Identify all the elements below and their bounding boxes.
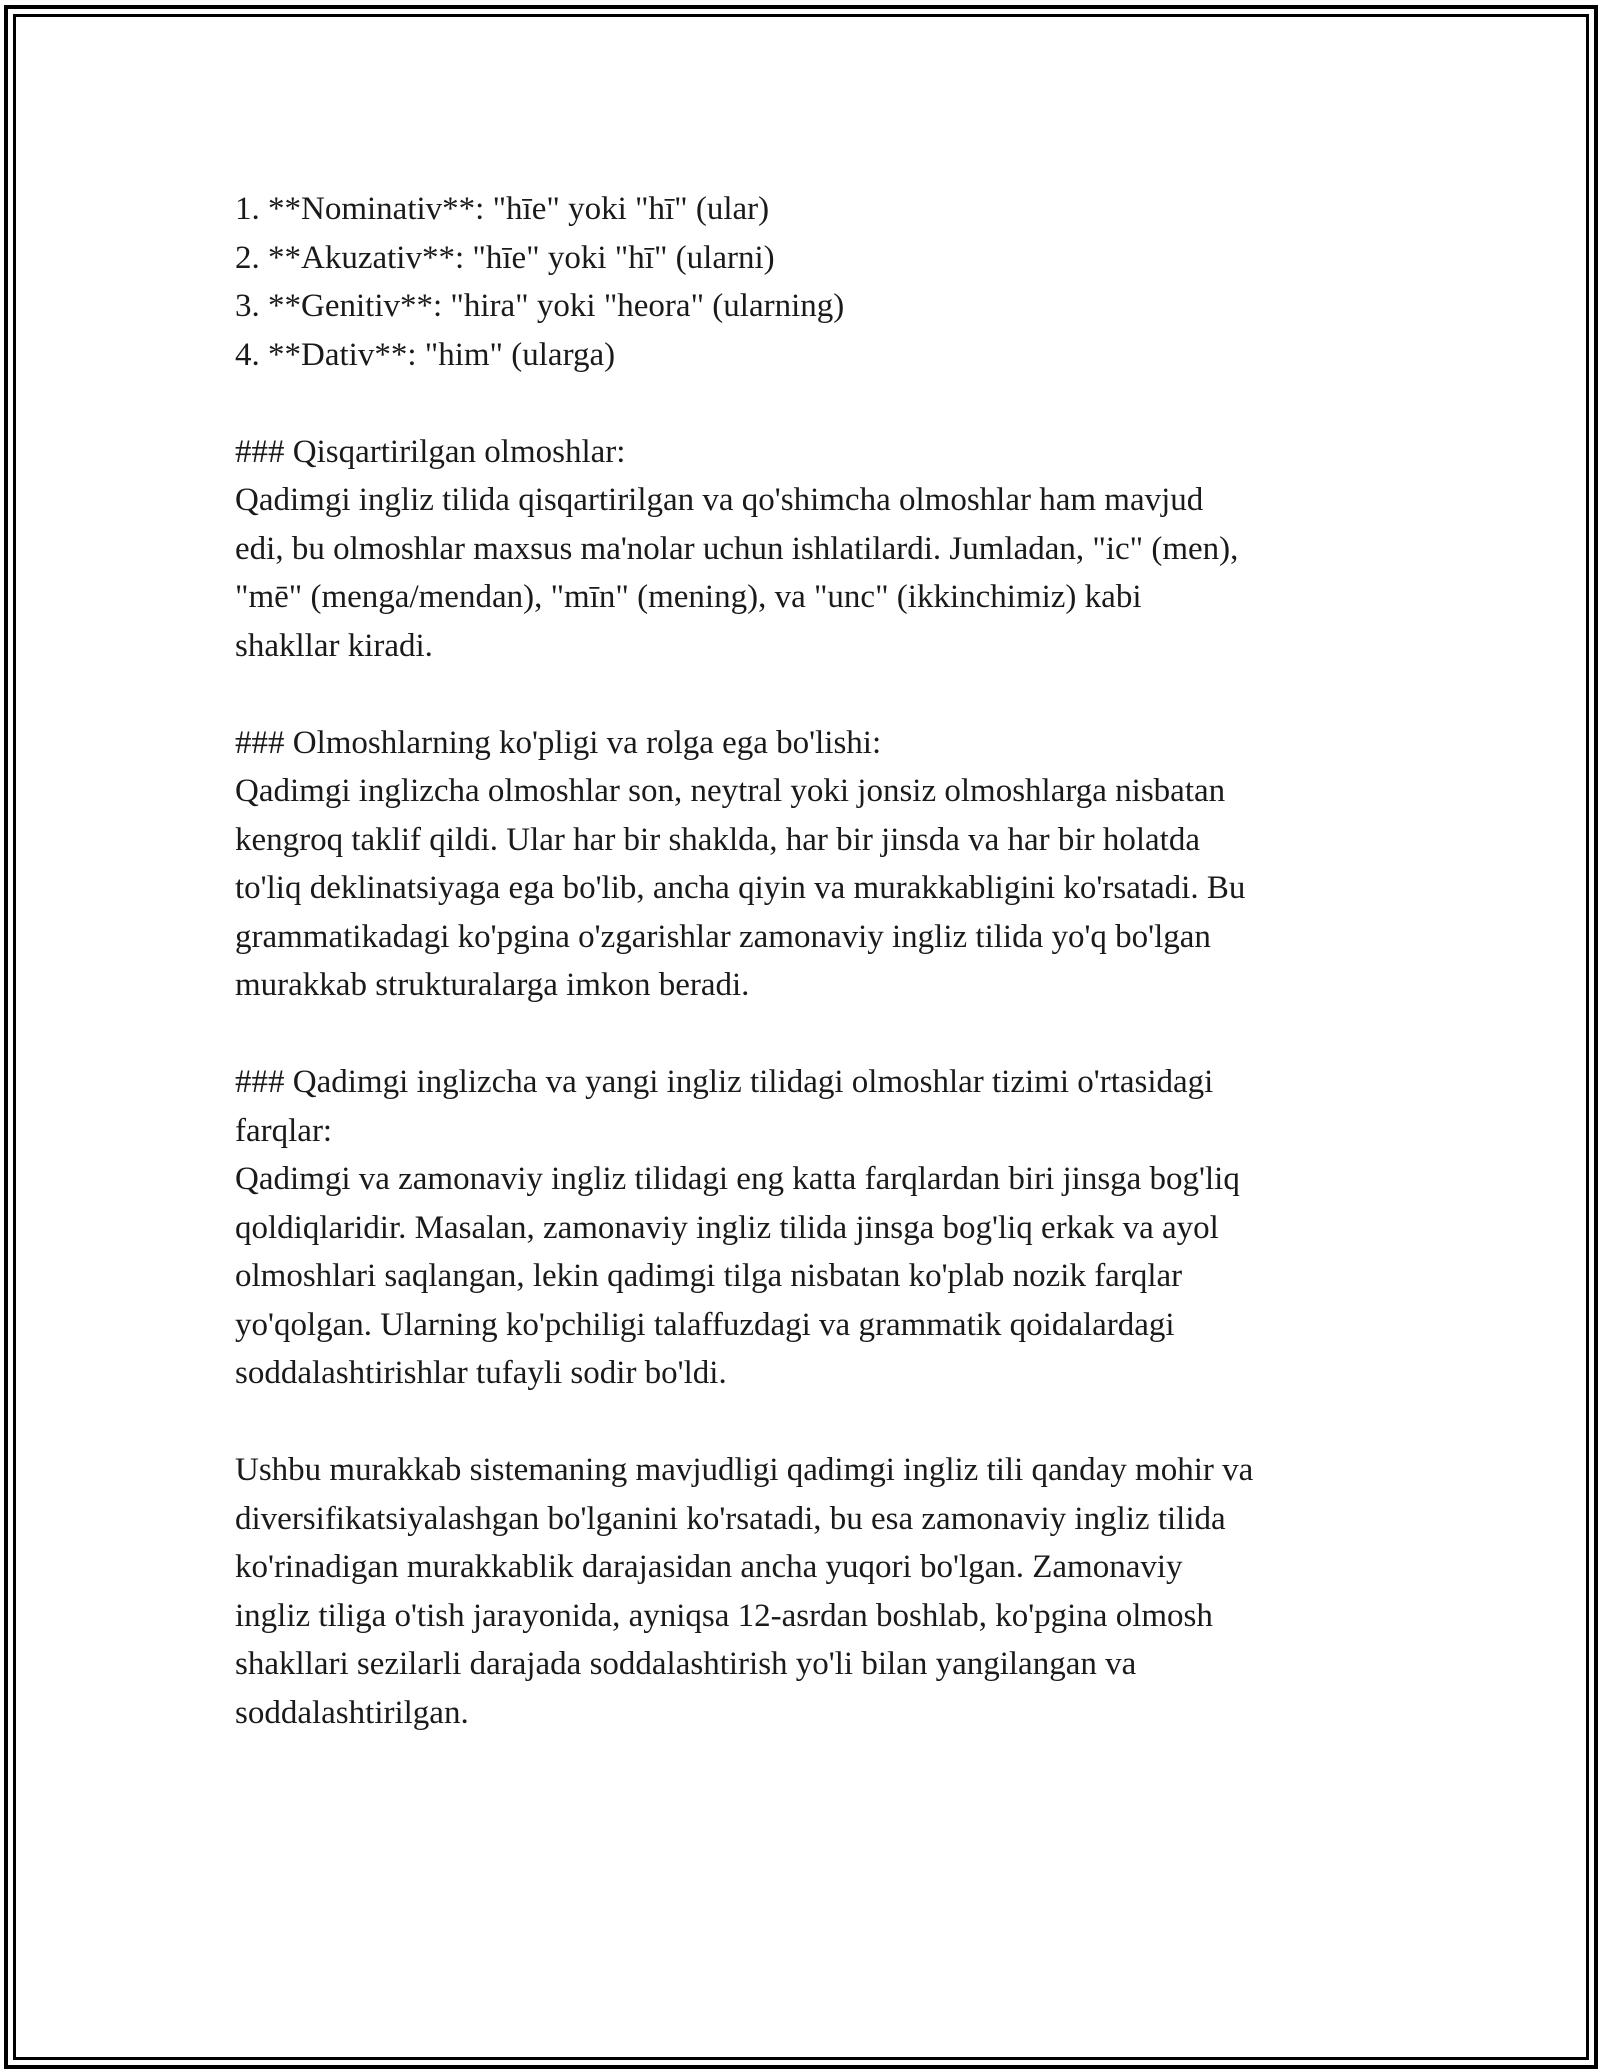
list-item-nominativ: 1. **Nominativ**: "hīe" yoki "hī" (ular) (235, 191, 770, 227)
section-kopligi (235, 719, 1380, 1010)
paragraph-spacer (235, 379, 1380, 428)
closing-text-line: Ushbu murakkab sistemaning mavjudligi qadimgi ingliz tili qanday mohir va (235, 1452, 1254, 1488)
closing-text-line: shakllari sezilarli darajada soddalashtirish yo'li bilan yangilangan va (235, 1646, 1137, 1682)
section-text-line: qoldiqlaridir. Masalan, zamonaviy ingliz tilida jinsga bog'liq erkak va ayol (235, 1209, 1219, 1246)
section-text-line: grammatikadagi ko'pgina o'zgarishlar zamonaviy ingliz tilida yo'q bo'lgan (235, 918, 1211, 955)
section-text-line: olmoshlari saqlangan, lekin qadimgi tilga nisbatan ko'plab nozik farqlar (235, 1258, 1183, 1294)
list-item-dativ: 4. **Dativ**: "him" (ularga) (235, 336, 616, 373)
section-text-line: shakllar kiradi. (235, 627, 433, 664)
section-farqlar (235, 1058, 1380, 1398)
closing-paragraph (235, 1446, 1380, 1737)
document-body (235, 185, 1380, 1737)
case-list (235, 185, 1380, 379)
section-text-line: to'liq deklinatsiyaga ega bo'lib, ancha qiyin va murakkabligini ko'rsatadi. Bu (235, 870, 1246, 906)
closing-text-line: soddalashtirilgan. (235, 1694, 469, 1731)
paragraph-spacer (235, 670, 1380, 719)
list-item-akuzativ: 2. **Akuzativ**: "hīe" yoki "hī" (ularni) (235, 239, 775, 276)
section-heading: ### Qadimgi inglizcha va yangi ingliz tilidagi olmoshlar tizimi o'rtasidagi (235, 1064, 1214, 1100)
closing-text-line: ingliz tiliga o'tish jarayonida, ayniqsa 12-asrdan boshlab, ko'pgina olmosh (235, 1597, 1213, 1634)
paragraph-spacer (235, 1398, 1380, 1447)
section-text-line: murakkab strukturalarga imkon beradi. (235, 967, 750, 1003)
section-heading: ### Olmoshlarning ko'pligi va rolga ega bo'lishi: (235, 724, 882, 761)
section-heading: farqlar: (235, 1112, 333, 1149)
section-text-line: Qadimgi inglizcha olmoshlar son, neytral yoki jonsiz olmoshlarga nisbatan (235, 773, 1226, 809)
section-text-line: soddalashtirishlar tufayli sodir bo'ldi. (235, 1355, 727, 1391)
list-item-genitiv: 3. **Genitiv**: "hira" yoki "heora" (ularning) (235, 288, 845, 324)
section-text-line: Qadimgi va zamonaviy ingliz tilidagi eng katta farqlardan biri jinsga bog'liq (235, 1161, 1240, 1197)
closing-text-line: diversifikatsiyalashgan bo'lganini ko'rsatadi, bu esa zamonaviy ingliz tilida (235, 1500, 1226, 1537)
section-text-line: "mē" (menga/mendan), "mīn" (mening), va "unc" (ikkinchimiz) kabi (235, 579, 1142, 615)
paragraph-spacer (235, 1010, 1380, 1059)
section-text-line: edi, bu olmoshlar maxsus ma'nolar uchun ishlatilardi. Jumladan, "ic" (men), (235, 530, 1239, 567)
closing-text-line: ko'rinadigan murakkablik darajasidan ancha yuqori bo'lgan. Zamonaviy (235, 1549, 1183, 1585)
section-text-line: Qadimgi ingliz tilida qisqartirilgan va qo'shimcha olmoshlar ham mavjud (235, 482, 1204, 518)
section-qisqartirilgan (235, 428, 1380, 671)
section-text-line: kengroq taklif qildi. Ular har bir shaklda, har bir jinsda va har bir holatda (235, 821, 1200, 858)
section-text-line: yo'qolgan. Ularning ko'pchiligi talaffuzdagi va grammatik qoidalardagi (235, 1306, 1175, 1343)
section-heading: ### Qisqartirilgan olmoshlar: (235, 433, 626, 470)
